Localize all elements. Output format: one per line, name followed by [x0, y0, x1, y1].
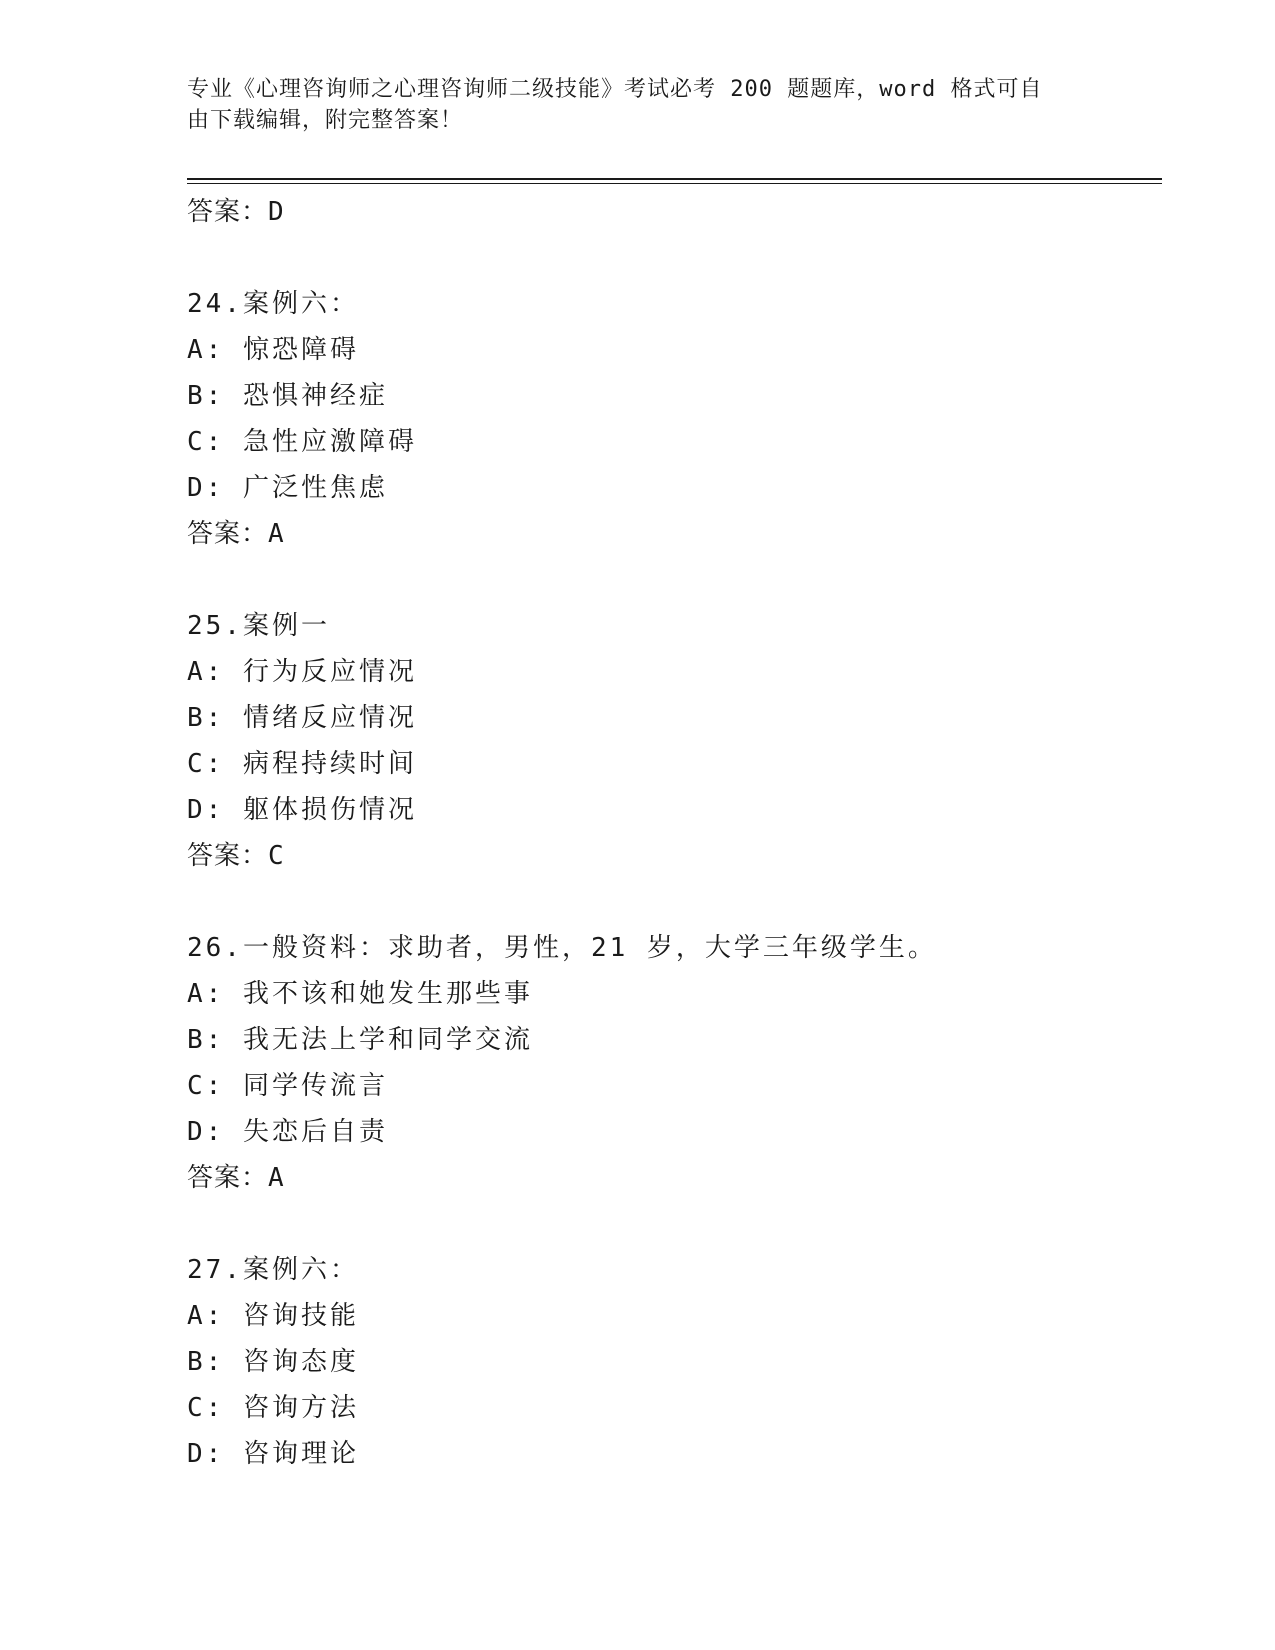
answer-line [187, 189, 1162, 235]
question-number: 24. [187, 289, 243, 319]
document-header [187, 74, 1067, 136]
question-number: 27. [187, 1255, 243, 1285]
answer-value: A [268, 1163, 285, 1193]
header-line-2: 由下载编辑，附完整答案！ [187, 108, 464, 133]
question-title [187, 1247, 1162, 1293]
option-text: 咨询技能 [242, 1301, 359, 1331]
option-text: 咨询方法 [242, 1393, 359, 1423]
question-title [187, 281, 1162, 327]
answer-value: A [268, 519, 285, 549]
option-text: 我不该和她发生那些事 [242, 979, 533, 1009]
question-block [187, 1247, 1162, 1477]
option-text: 我无法上学和同学交流 [242, 1025, 533, 1055]
option-key: D: [187, 1117, 225, 1147]
spacer [187, 557, 1162, 603]
question-text: 案例一 [242, 611, 330, 641]
answer-label: 答案： [187, 1163, 269, 1193]
option-a [187, 649, 1162, 695]
option-a [187, 327, 1162, 373]
option-key: A: [187, 335, 225, 365]
option-text: 咨询态度 [242, 1347, 359, 1377]
option-text: 失恋后自责 [242, 1117, 388, 1147]
answer-label: 答案： [187, 519, 269, 549]
option-key: A: [187, 657, 225, 687]
answer-value: D [268, 197, 285, 227]
option-key: B: [187, 381, 225, 411]
option-c [187, 1385, 1162, 1431]
question-block [187, 603, 1162, 879]
option-key: B: [187, 1025, 225, 1055]
option-key: C: [187, 427, 225, 457]
spacer [187, 235, 1162, 281]
option-key: A: [187, 1301, 225, 1331]
option-c [187, 1063, 1162, 1109]
option-c [187, 741, 1162, 787]
answer-line [187, 833, 1162, 879]
option-d [187, 465, 1162, 511]
spacer [187, 879, 1162, 925]
option-text: 同学传流言 [242, 1071, 388, 1101]
option-text: 躯体损伤情况 [242, 795, 417, 825]
option-a [187, 1293, 1162, 1339]
option-text: 咨询理论 [242, 1439, 359, 1469]
option-text: 急性应激障碍 [242, 427, 417, 457]
option-key: D: [187, 795, 225, 825]
option-key: C: [187, 1071, 225, 1101]
option-text: 病程持续时间 [242, 749, 417, 779]
header-line-1: 专业《心理咨询师之心理咨询师二级技能》考试必考 200 题题库，word 格式可自 [187, 77, 1043, 102]
option-b [187, 373, 1162, 419]
option-key: C: [187, 749, 225, 779]
question-block [187, 281, 1162, 557]
option-text: 情绪反应情况 [242, 703, 417, 733]
answer-line [187, 1155, 1162, 1201]
question-text: 案例六： [242, 289, 359, 319]
option-key: D: [187, 1439, 225, 1469]
option-text: 恐惧神经症 [242, 381, 388, 411]
question-number: 26. [187, 933, 243, 963]
option-text: 惊恐障碍 [242, 335, 359, 365]
header-divider-thin [187, 183, 1162, 184]
option-b [187, 1339, 1162, 1385]
question-number: 25. [187, 611, 243, 641]
option-key: D: [187, 473, 225, 503]
option-key: B: [187, 703, 225, 733]
question-text: 一般资料：求助者，男性，21 岁，大学三年级学生。 [242, 933, 937, 963]
option-d [187, 787, 1162, 833]
question-title [187, 603, 1162, 649]
answer-label: 答案： [187, 841, 269, 871]
question-block [187, 925, 1162, 1201]
option-b [187, 1017, 1162, 1063]
question-text: 案例六： [242, 1255, 359, 1285]
option-b [187, 695, 1162, 741]
option-d [187, 1109, 1162, 1155]
option-key: C: [187, 1393, 225, 1423]
question-content [187, 189, 1162, 1477]
option-text: 广泛性焦虑 [242, 473, 388, 503]
answer-label: 答案： [187, 197, 269, 227]
option-key: B: [187, 1347, 225, 1377]
option-key: A: [187, 979, 225, 1009]
answer-line [187, 511, 1162, 557]
answer-value: C [268, 841, 285, 871]
header-divider-thick [187, 178, 1162, 180]
option-d [187, 1431, 1162, 1477]
option-text: 行为反应情况 [242, 657, 417, 687]
spacer [187, 1201, 1162, 1247]
question-title [187, 925, 1162, 971]
option-a [187, 971, 1162, 1017]
option-c [187, 419, 1162, 465]
